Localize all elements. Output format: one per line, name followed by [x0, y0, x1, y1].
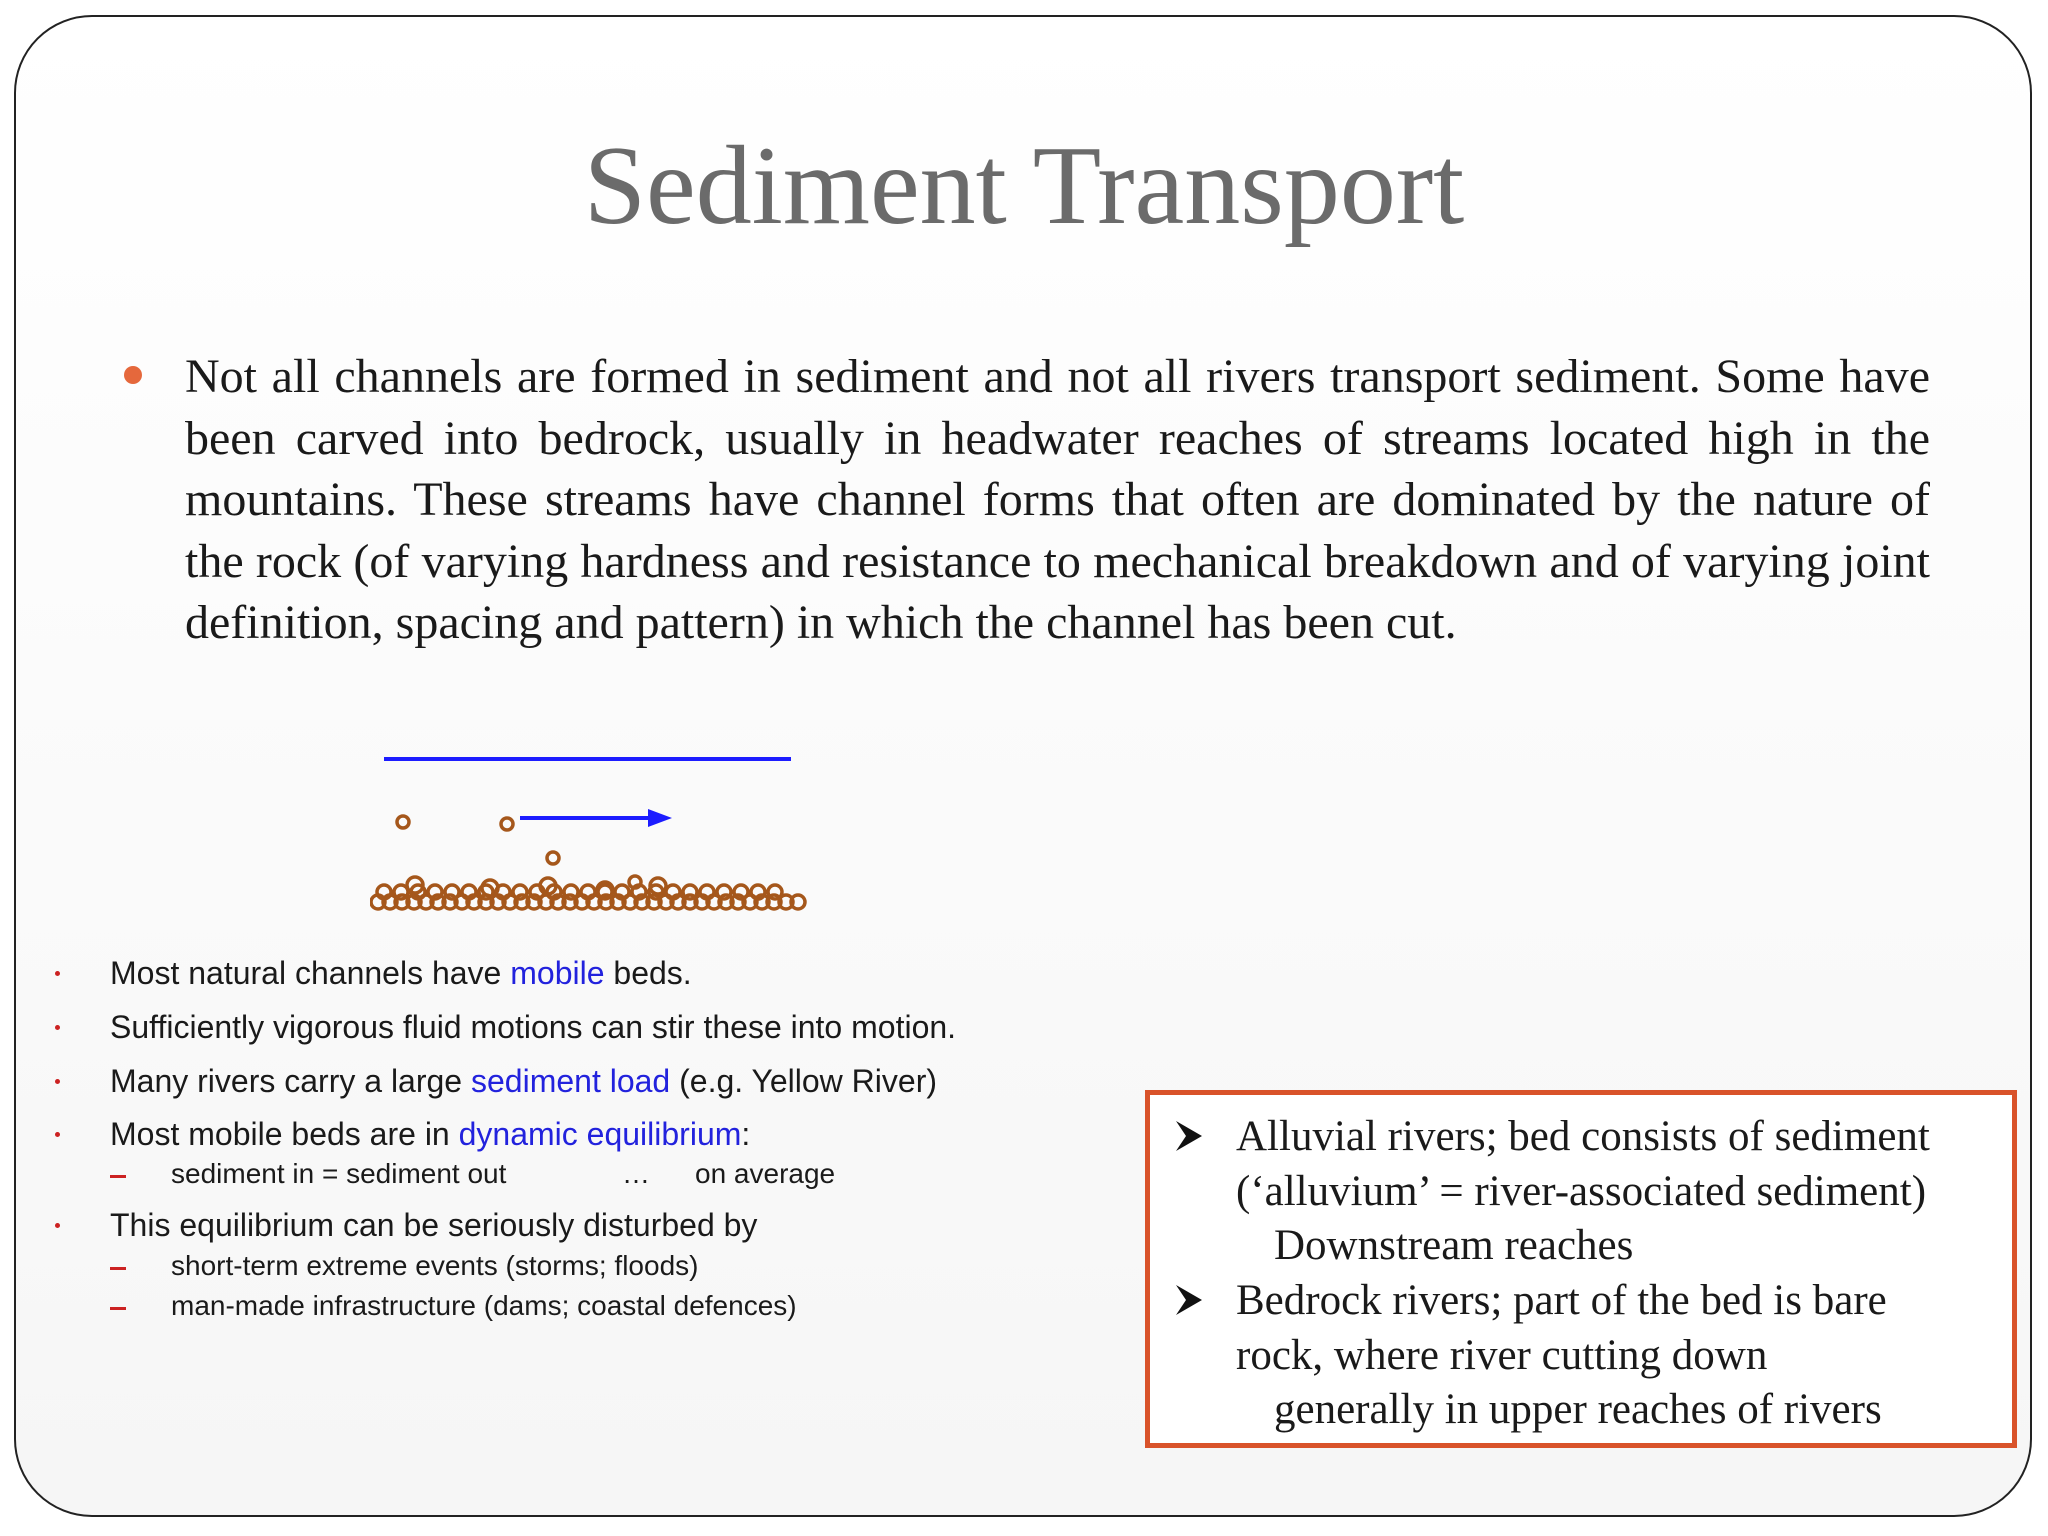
bullet-dot-icon	[55, 1079, 60, 1084]
figure-sub-equilibrium-right: on average	[695, 1158, 836, 1189]
sediment-figure	[40, 735, 1220, 1435]
arrow-bullet-icon	[1174, 1283, 1204, 1317]
callout-line-1: Alluvial rivers; bed consists of sediment	[1236, 1113, 1930, 1160]
bullet-dot-icon	[55, 971, 60, 976]
figure-item-1: Most natural channels have mobile beds.	[110, 955, 692, 991]
sub-bullet-dash-icon	[110, 1267, 126, 1270]
sediment-grains-icon	[370, 810, 850, 920]
figure-item-2: Sufficiently vigorous fluid motions can stir these into motion.	[110, 1009, 957, 1045]
figure-sub-equilibrium-dots: …	[622, 1158, 650, 1189]
bullet-dot-icon	[124, 366, 142, 384]
figure-item-4: Most mobile beds are in dynamic equilibrium:	[110, 1116, 751, 1152]
water-surface-line	[384, 757, 791, 761]
slide-title: Sediment Transport	[583, 124, 1465, 248]
intro-paragraph: Not all channels are formed in sediment and not all rivers transport sediment. Some have been carved into bedrock, usually in headwater reaches of streams located high in the mountains. These streams have channel forms that often are dominated by the nature of the rock (of varying hardness and resistance to mechanical breakdown and of varying joint definition, spacing and pattern) in which the channel has been cut.	[185, 350, 1930, 649]
figure-sub-disturbed-2: man-made infrastructure (dams; coastal defences)	[171, 1290, 797, 1321]
callout-line-3: Downstream reaches	[1274, 1222, 1634, 1269]
callout-line-2: (‘alluvium’ = river-associated sediment)	[1236, 1168, 1927, 1215]
figure-sub-equilibrium-left: sediment in = sediment out	[171, 1158, 507, 1189]
bullet-dot-icon	[55, 1223, 60, 1228]
sub-bullet-dash-icon	[110, 1175, 126, 1178]
callout-line-5: rock, where river cutting down	[1236, 1332, 1768, 1379]
figure-sub-disturbed-1: short-term extreme events (storms; floods)	[171, 1250, 699, 1281]
figure-item-5: This equilibrium can be seriously disturbed by	[110, 1207, 758, 1243]
arrow-bullet-icon	[1174, 1119, 1204, 1153]
callout-line-4: Bedrock rivers; part of the bed is bare	[1236, 1277, 1887, 1324]
figure-item-3: Many rivers carry a large sediment load (e.g. Yellow River)	[110, 1063, 937, 1099]
callout-line-6: generally in upper reaches of rivers	[1274, 1386, 1882, 1433]
bullet-dot-icon	[55, 1025, 60, 1030]
river-types-callout	[1145, 1090, 2017, 1448]
bullet-dot-icon	[55, 1132, 60, 1137]
sub-bullet-dash-icon	[110, 1307, 126, 1310]
